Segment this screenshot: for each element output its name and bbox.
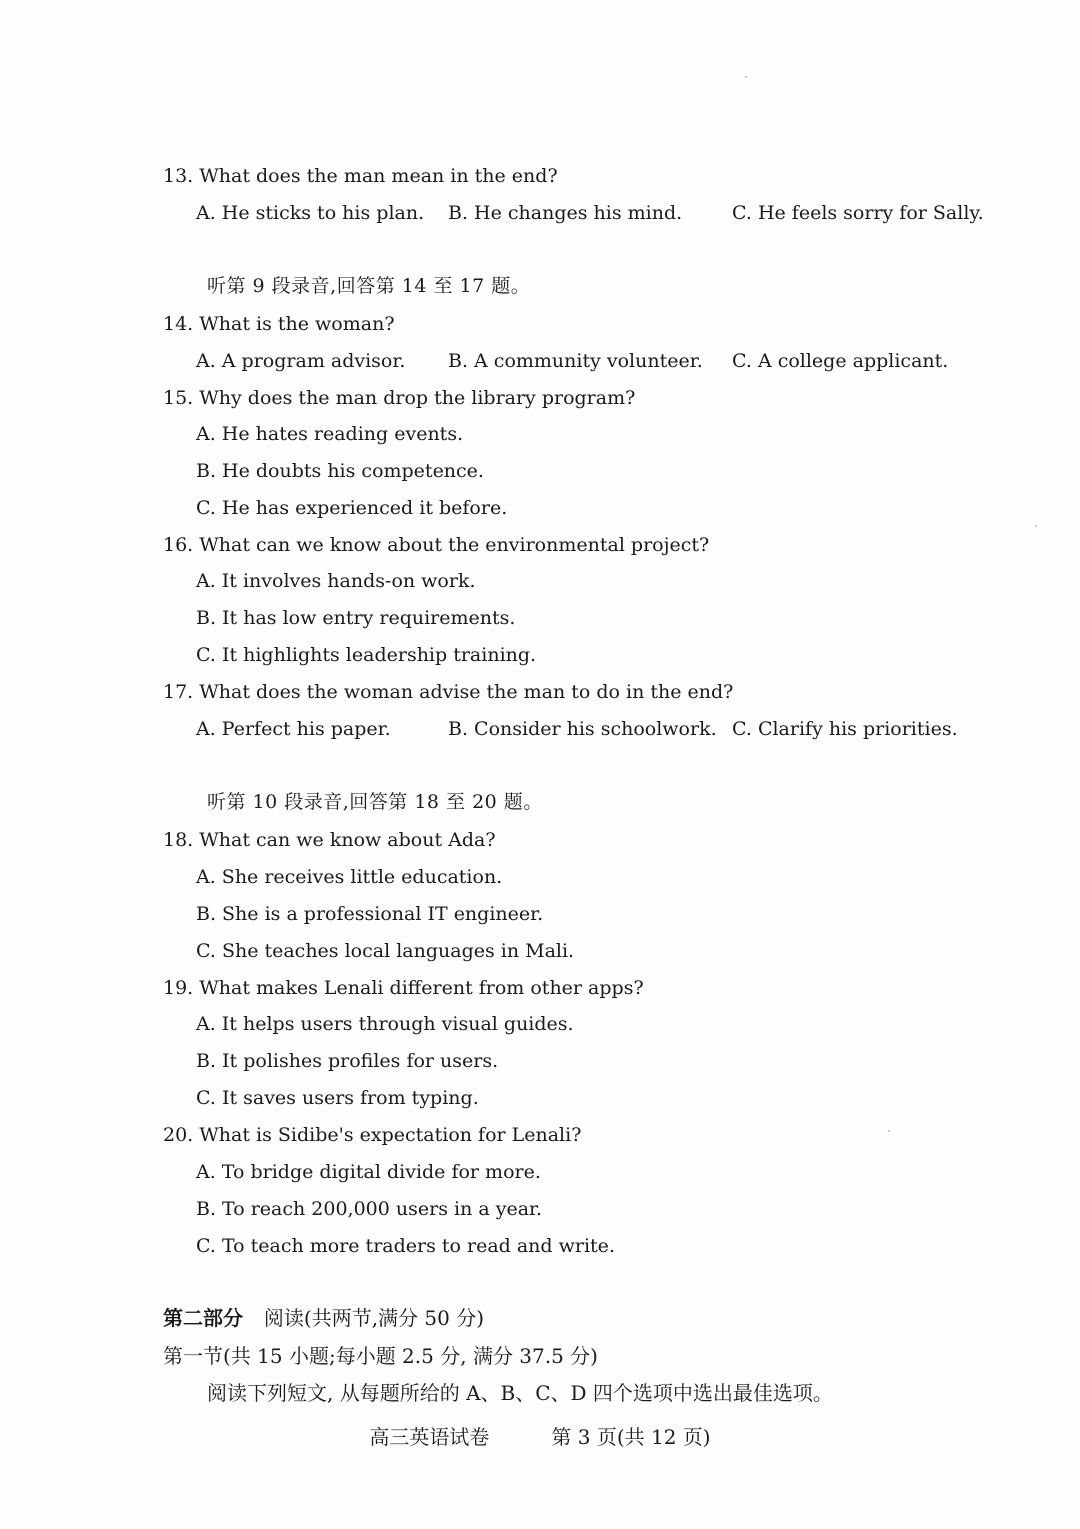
question-14-option-b: B. A community volunteer.	[448, 350, 703, 372]
question-16-option-c: C. It highlights leadership training.	[196, 644, 537, 666]
question-13-option-a: A. He sticks to his plan.	[196, 202, 425, 224]
question-18-stem: 18. What can we know about Ada?	[163, 829, 496, 851]
question-19-stem: 19. What makes Lenali different from other apps?	[163, 977, 644, 999]
part-2-instruction: 阅读下列短文, 从每题所给的 A、B、C、D 四个选项中选出最佳选项。	[207, 1381, 833, 1405]
question-15-option-b: B. He doubts his competence.	[196, 460, 484, 482]
question-17-option-a: A. Perfect his paper.	[196, 718, 391, 740]
question-14-option-a: A. A program advisor.	[196, 350, 406, 372]
footer-page-number: 第 3 页(共 12 页)	[551, 1425, 711, 1449]
question-13-option-b: B. He changes his mind.	[448, 202, 683, 224]
question-16-option-b: B. It has low entry requirements.	[196, 607, 516, 629]
scan-speck	[1035, 525, 1037, 527]
question-18-option-a: A. She receives little education.	[196, 866, 503, 888]
question-16-stem: 16. What can we know about the environmental project?	[163, 534, 710, 556]
question-13-stem: 13. What does the man mean in the end?	[163, 165, 558, 187]
question-14-stem: 14. What is the woman?	[163, 313, 395, 335]
question-15-option-c: C. He has experienced it before.	[196, 497, 508, 519]
part-2-subtitle: 阅读(共两节,满分 50 分)	[263, 1306, 485, 1330]
question-17-option-b: B. Consider his schoolwork.	[448, 718, 717, 740]
question-14-option-c: C. A college applicant.	[732, 350, 949, 372]
question-19-option-c: C. It saves users from typing.	[196, 1087, 479, 1109]
question-20-stem: 20. What is Sidibe's expectation for Lenali?	[163, 1124, 582, 1146]
part-2-title: 第二部分	[163, 1306, 243, 1330]
scan-speck	[745, 76, 747, 78]
scan-speck	[888, 1130, 890, 1132]
question-17-stem: 17. What does the woman advise the man to do in the end?	[163, 681, 734, 703]
question-19-option-b: B. It polishes profiles for users.	[196, 1050, 499, 1072]
part-2-section-1-heading: 第一节(共 15 小题;每小题 2.5 分, 满分 37.5 分)	[163, 1344, 598, 1368]
question-15-stem: 15. Why does the man drop the library program?	[163, 387, 636, 409]
question-15-option-a: A. He hates reading events.	[196, 423, 464, 445]
question-20-option-a: A. To bridge digital divide for more.	[196, 1161, 541, 1183]
question-17-option-c: C. Clarify his priorities.	[732, 718, 958, 740]
question-18-option-c: C. She teaches local languages in Mali.	[196, 940, 575, 962]
question-20-option-b: B. To reach 200,000 users in a year.	[196, 1198, 543, 1220]
question-18-option-b: B. She is a professional IT engineer.	[196, 903, 544, 925]
listening-section-10-heading: 听第 10 段录音,回答第 18 至 20 题。	[207, 791, 543, 813]
question-19-option-a: A. It helps users through visual guides.	[196, 1013, 574, 1035]
listening-section-9-heading: 听第 9 段录音,回答第 14 至 17 题。	[207, 275, 531, 297]
question-20-option-c: C. To teach more traders to read and write.	[196, 1235, 615, 1257]
question-13-option-c: C. He feels sorry for Sally.	[732, 202, 984, 224]
question-16-option-a: A. It involves hands-on work.	[196, 570, 476, 592]
page-footer	[0, 1425, 1080, 1449]
part-2-heading	[163, 1306, 484, 1330]
footer-exam-title: 高三英语试卷	[369, 1425, 490, 1449]
